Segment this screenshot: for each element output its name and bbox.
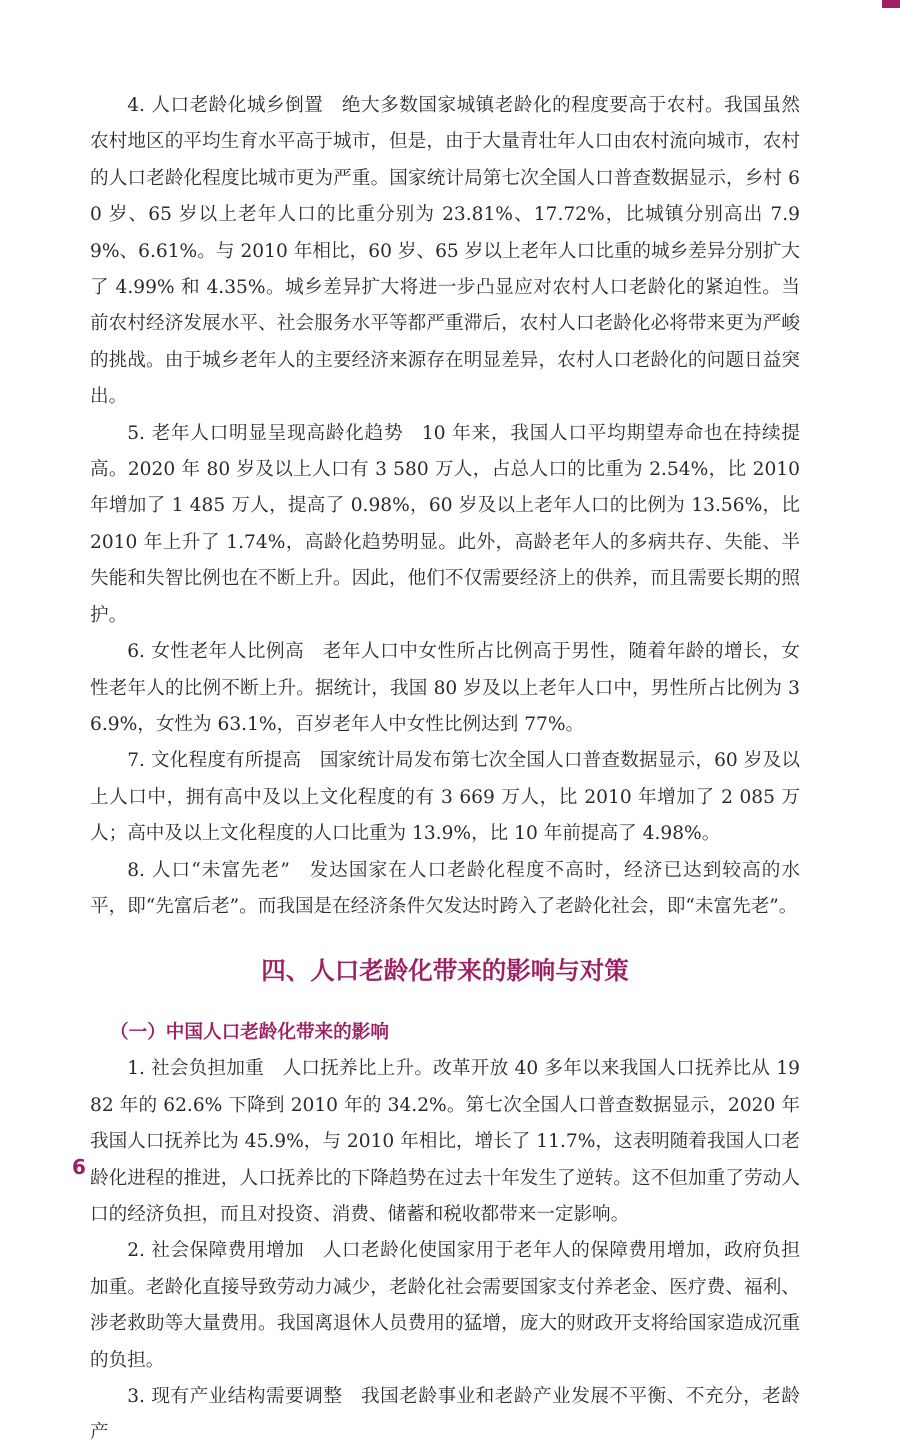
paragraph-female-ratio xyxy=(90,634,800,743)
paragraph-education-level xyxy=(90,743,800,852)
paragraph-urban-rural-inversion xyxy=(90,88,800,416)
paragraph-lead: 6. 女性老年人比例高 xyxy=(127,641,305,663)
paragraph-lead: 7. 文化程度有所提高 xyxy=(127,750,302,772)
page-content xyxy=(90,88,800,1452)
paragraph-lead: 5. 老年人口明显呈现高龄化趋势 xyxy=(127,422,404,444)
paragraph-lead: 8. 人口“未富先老” xyxy=(127,859,290,881)
paragraph-text: 发达国家在人口老龄化程度不高时，经济已达到较高的水平，即“先富后老”。而我国是在经济条件欠发达时跨入了老龄化社会，即“未富先老”。 xyxy=(90,859,800,917)
paragraph-social-security-costs xyxy=(90,1233,800,1379)
page-number: 6 xyxy=(72,1155,86,1179)
paragraph-text: 人口抚养比上升。改革开放 40 多年以来我国人口抚养比从 1982 年的 62.6% 下降到 2010 年的 34.2%。第七次全国人口普查数据显示，2020 年我国人口抚养比为 45.9%，与 2010 年相比，增长了 11.7%，这表明随着我国人口老龄化进程的推进，人口抚养比的下降趋势在过去十年发生了逆转。这不但加重了劳动人口的经济负担，而且对投资、消费、储蓄和税收都带来一定影响。 xyxy=(90,1058,800,1225)
paragraph-lead: 3. 现有产业结构需要调整 xyxy=(127,1386,343,1407)
paragraph-social-burden xyxy=(90,1051,800,1233)
corner-color-tab xyxy=(882,0,900,8)
paragraph-text: 老年人口中女性所占比例高于男性，随着年龄的增长，女性老年人的比例不断上升。据统计，我国 80 岁及以上老年人口中，男性所占比例为 36.9%，女性为 63.1%，百岁老年人中女性比例达到 77%。 xyxy=(90,641,800,735)
paragraph-lead: 2. 社会保障费用增加 xyxy=(127,1240,305,1262)
paragraph-lead: 1. 社会负担加重 xyxy=(127,1058,264,1080)
paragraph-advanced-age-trend xyxy=(90,416,800,634)
paragraph-text: 我国老龄事业和老龄产业发展不平衡、不充分，老龄产 xyxy=(90,1386,800,1444)
paragraph-text: 国家统计局发布第七次全国人口普查数据显示，60 岁及以上人口中，拥有高中及以上文化程度的有 3 669 万人，比 2010 年增加了 2 085 万人；高中及以上文化程度的人口比重为 13.9%，比 10 年前提高了 4.98%。 xyxy=(90,750,801,845)
paragraph-text: 绝大多数国家城镇老龄化的程度要高于农村。我国虽然农村地区的平均生育水平高于城市，但是，由于大量青壮年人口由农村流向城市，农村的人口老龄化程度比城市更为严重。国家统计局第七次全国人口普查数据显示，乡村 60 岁、65 岁以上老年人口的比重分别为 23.81%、17.72%，比城镇分别高出 7.99%、6.61%。与 2010 年相比，60 岁、65 岁以上老年人口比重的城乡差异分别扩大了 4.99% 和 4.35%。城乡差异扩大将进一步凸显应对农村人口老龄化的紧迫性。当前农村经济发展水平、社会服务水平等都严重滞后，农村人口老龄化必将带来更为严峻的挑战。由于城乡老年人的主要经济来源存在明显差异，农村人口老龄化的问题日益突出。 xyxy=(90,95,800,408)
section-heading: 四、人口老龄化带来的影响与对策 xyxy=(261,956,629,986)
paragraph-industry-structure xyxy=(90,1379,800,1452)
paragraph-text: 10 年来，我国人口平均期望寿命也在持续提高。2020 年 80 岁及以上人口有 3 580 万人，占总人口的比重为 2.54%，比 2010 年增加了 1 485 万人，提高了 0.98%，60 岁及以上老年人口的比例为 13.56%，比 2010 年上升了 1.74%，高龄化趋势明显。此外，高龄老年人的多病共存、失能、半失能和失智比例也在不断上升。因此，他们不仅需要经济上的供养，而且需要长期的照护。 xyxy=(90,422,800,626)
paragraph-lead: 4. 人口老龄化城乡倒置 xyxy=(127,95,324,116)
sub-heading: （一）中国人口老龄化带来的影响 xyxy=(110,1022,389,1044)
paragraph-old-before-rich xyxy=(90,853,800,926)
paragraph-text: 人口老龄化使国家用于老年人的保障费用增加，政府负担加重。老龄化直接导致劳动力减少，老龄化社会需要国家支付养老金、医疗费、福利、涉老救助等大量费用。我国离退休人员费用的猛增，庞大的财政开支将给国家造成沉重的负担。 xyxy=(90,1240,800,1371)
